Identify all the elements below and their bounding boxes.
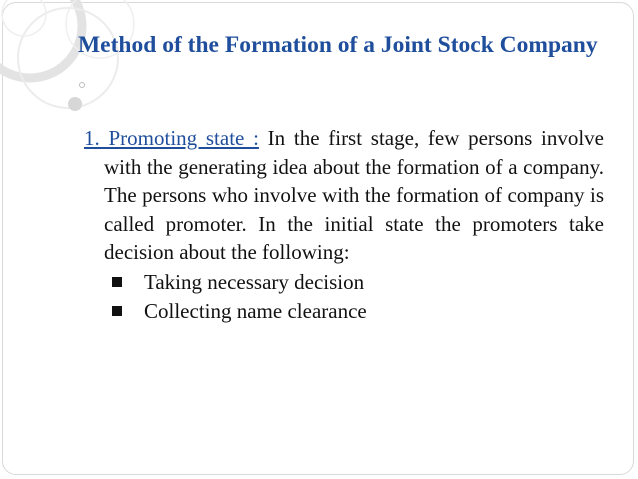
decor-dot	[68, 97, 82, 111]
promoting-state-text: In the first stage, few persons involve with the generating idea about the formation of a company. The persons who involve with the formation of company is called promoter. In the initial state the promoters take decision about the following:	[104, 126, 604, 265]
promoting-state-label: 1. Promoting state :	[84, 126, 259, 150]
square-bullet-icon	[112, 306, 122, 316]
promoting-state-paragraph	[84, 124, 604, 267]
list-item-text: Taking necessary decision	[144, 269, 365, 294]
list-item	[112, 268, 604, 297]
slide-body	[84, 124, 604, 325]
list-item-text: Collecting name clearance	[144, 298, 367, 323]
square-bullet-icon	[112, 277, 122, 287]
list-item	[112, 297, 604, 326]
decorative-circles	[0, 0, 200, 130]
slide-title: Method of the Formation of a Joint Stock Company	[78, 32, 598, 58]
decision-list	[84, 268, 604, 325]
decor-dot-small	[80, 83, 85, 88]
